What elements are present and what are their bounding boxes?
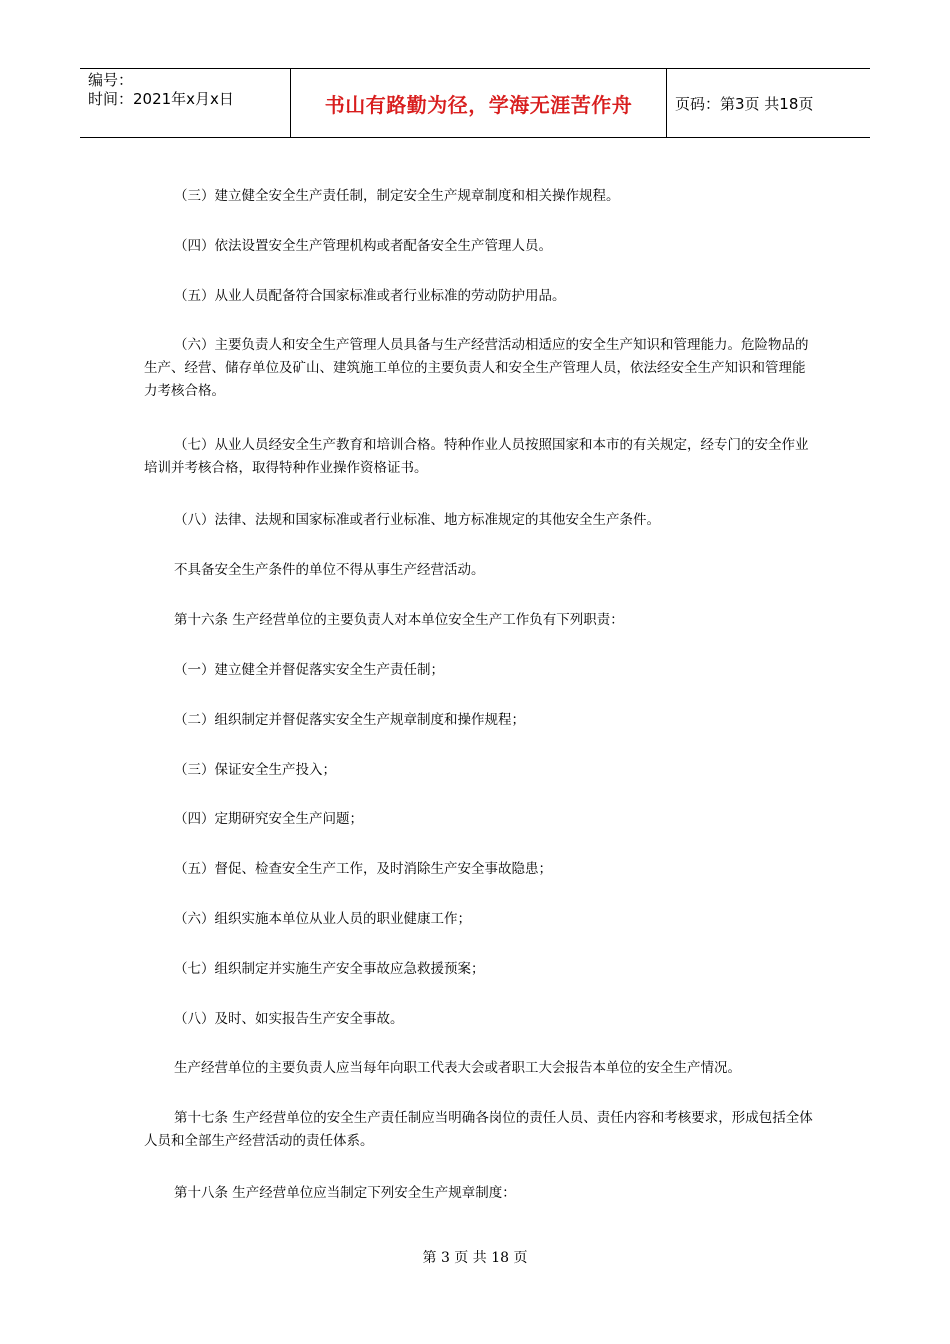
paragraph: （八）法律、法规和国家标准或者行业标准、地方标准规定的其他安全生产条件。 bbox=[174, 512, 660, 528]
page-header bbox=[80, 68, 870, 138]
paragraph: （七）组织制定并实施生产安全事故应急救援预案； bbox=[174, 961, 485, 977]
number-label: 编号： bbox=[88, 71, 134, 89]
header-page-code: 页码：第3页 共18页 bbox=[675, 94, 814, 113]
paragraph: 第十八条 生产经营单位应当制定下列安全生产规章制度： bbox=[174, 1185, 516, 1201]
paragraph: 生产经营单位的主要负责人应当每年向职工代表大会或者职工大会报告本单位的安全生产情况。 bbox=[174, 1060, 741, 1076]
time-label: 时间：2021年x月x日 bbox=[88, 90, 234, 108]
paragraph: （二）组织制定并督促落实安全生产规章制度和操作规程； bbox=[174, 712, 525, 728]
paragraph: 不具备安全生产条件的单位不得从事生产经营活动。 bbox=[174, 562, 485, 578]
paragraph: （一）建立健全并督促落实安全生产责任制； bbox=[174, 662, 444, 678]
paragraph: （七）从业人员经安全生产教育和培训合格。特种作业人员按照国家和本市的有关规定，经专门的安全作业培训并考核合格，取得特种作业操作资格证书。 bbox=[144, 437, 809, 476]
paragraph: （三）建立健全安全生产责任制，制定安全生产规章制度和相关操作规程。 bbox=[174, 188, 620, 204]
paragraph: （五）督促、检查安全生产工作，及时消除生产安全事故隐患； bbox=[174, 861, 552, 877]
paragraph: （五）从业人员配备符合国家标准或者行业标准的劳动防护用品。 bbox=[174, 288, 566, 304]
paragraph: （四）定期研究安全生产问题； bbox=[174, 811, 363, 827]
paragraph: 第十七条 生产经营单位的安全生产责任制应当明确各岗位的责任人员、责任内容和考核要求，形成包括全体人员和全部生产经营活动的责任体系。 bbox=[144, 1110, 813, 1149]
paragraph: （六）组织实施本单位从业人员的职业健康工作； bbox=[174, 911, 471, 927]
header-motto: 书山有路勤为径，学海无涯苦作舟 bbox=[291, 69, 667, 137]
paragraph: （四）依法设置安全生产管理机构或者配备安全生产管理人员。 bbox=[174, 238, 552, 254]
paragraph: （八）及时、如实报告生产安全事故。 bbox=[174, 1011, 404, 1027]
paragraph: 第十六条 生产经营单位的主要负责人对本单位安全生产工作负有下列职责： bbox=[174, 612, 624, 628]
paragraph: （三）保证安全生产投入； bbox=[174, 762, 336, 778]
header-meta bbox=[80, 69, 291, 137]
page-footer: 第 3 页 共 18 页 bbox=[422, 1250, 528, 1266]
paragraph: （六）主要负责人和安全生产管理人员具备与生产经营活动相适应的安全生产知识和管理能力。危险物品的生产、经营、储存单位及矿山、建筑施工单位的主要负责人和安全生产管理人员，依法经安全生产知识和管理能力考核合格。 bbox=[144, 337, 809, 399]
